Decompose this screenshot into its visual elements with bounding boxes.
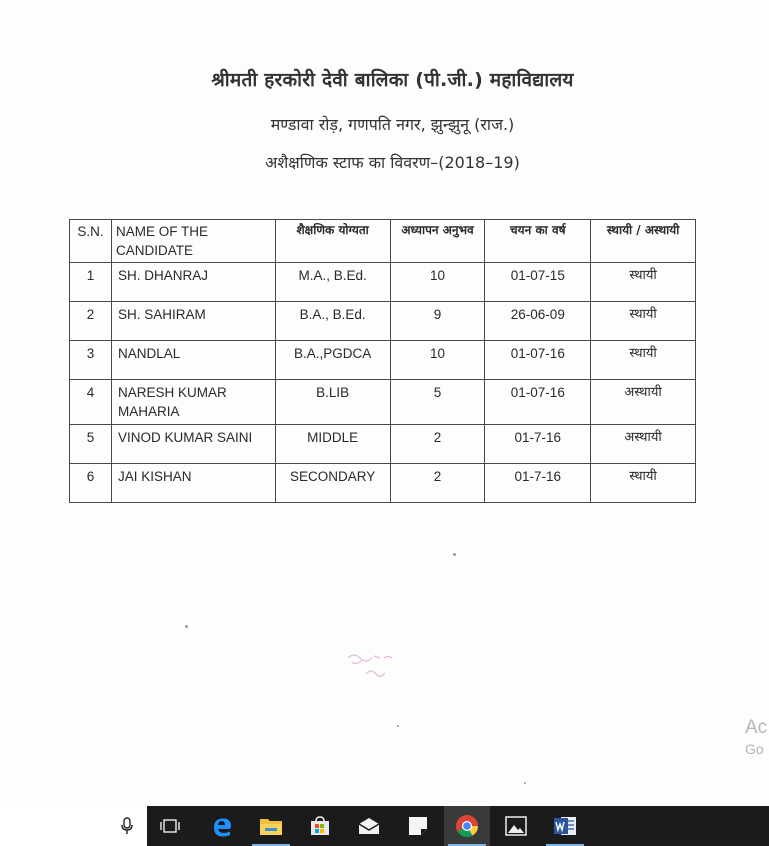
cell-qualification: SECONDARY xyxy=(275,464,390,503)
cell-sn: 1 xyxy=(70,263,112,302)
word-button[interactable] xyxy=(542,806,588,846)
microphone-button[interactable] xyxy=(112,806,142,846)
table-row xyxy=(70,263,696,302)
header-name: NAME OF THE CANDIDATE xyxy=(111,220,275,263)
document-subtitle: अशैक्षणिक स्टाफ का विवरण–(2018–19) xyxy=(265,153,520,172)
faint-stamp-mark xyxy=(344,648,404,685)
watermark-line-2: Go xyxy=(745,741,764,757)
mail-button[interactable] xyxy=(346,806,392,846)
sticky-notes-icon xyxy=(408,816,428,836)
cell-status: अस्थायी xyxy=(591,380,696,425)
scan-speck xyxy=(185,625,188,628)
header-experience: अध्यापन अनुभव xyxy=(390,220,485,263)
task-view-button[interactable] xyxy=(147,806,193,846)
scan-speck xyxy=(524,782,526,784)
chrome-icon xyxy=(455,814,479,838)
cell-selection-year: 01-07-16 xyxy=(485,380,591,425)
file-explorer-button[interactable] xyxy=(248,806,294,846)
chrome-button[interactable] xyxy=(444,806,490,846)
header-qualification: शैक्षणिक योग्यता xyxy=(275,220,390,263)
cell-experience: 10 xyxy=(390,341,485,380)
scan-speck xyxy=(453,553,456,556)
cell-selection-year: 01-7-16 xyxy=(485,425,591,464)
taskbar-apps xyxy=(147,806,769,846)
header-selection-year: चयन का वर्ष xyxy=(485,220,591,263)
cell-status: स्थायी xyxy=(591,464,696,503)
cell-sn: 4 xyxy=(70,380,112,425)
table-row xyxy=(70,464,696,503)
cell-name: SH. SAHIRAM xyxy=(111,302,275,341)
cell-experience: 2 xyxy=(390,425,485,464)
edge-icon xyxy=(210,814,234,838)
header-status: स्थायी / अस्थायी xyxy=(591,220,696,263)
cell-experience: 2 xyxy=(390,464,485,503)
cell-qualification: M.A., B.Ed. xyxy=(275,263,390,302)
cell-experience: 10 xyxy=(390,263,485,302)
store-button[interactable] xyxy=(297,806,343,846)
cell-qualification: MIDDLE xyxy=(275,425,390,464)
table-header-row xyxy=(70,220,696,263)
file-explorer-icon xyxy=(259,816,283,836)
activate-windows-watermark xyxy=(745,717,767,757)
cell-qualification: B.A.,PGDCA xyxy=(275,341,390,380)
cell-qualification: B.LIB xyxy=(275,380,390,425)
cell-status: स्थायी xyxy=(591,302,696,341)
cell-selection-year: 01-07-16 xyxy=(485,341,591,380)
cell-name: NANDLAL xyxy=(111,341,275,380)
college-address: मण्डावा रोड़, गणपति नगर, झुन्झुनू (राज.) xyxy=(270,115,515,134)
cell-selection-year: 01-7-16 xyxy=(485,464,591,503)
stamp-scribble-icon xyxy=(344,648,404,682)
windows-taskbar xyxy=(0,806,769,846)
table-row xyxy=(70,341,696,380)
photos-icon xyxy=(505,816,527,836)
cell-sn: 2 xyxy=(70,302,112,341)
table-row xyxy=(70,302,696,341)
word-icon xyxy=(553,815,577,837)
cell-name: VINOD KUMAR SAINI xyxy=(111,425,275,464)
store-icon xyxy=(309,815,331,837)
cell-status: स्थायी xyxy=(591,341,696,380)
cell-sn: 3 xyxy=(70,341,112,380)
photos-button[interactable] xyxy=(493,806,539,846)
header-sn: S.N. xyxy=(70,220,112,263)
cell-selection-year: 26-06-09 xyxy=(485,302,591,341)
scan-speck xyxy=(397,725,399,727)
watermark-line-1: Ac xyxy=(745,717,768,738)
cell-name: NARESH KUMAR MAHARIA xyxy=(111,380,275,425)
microphone-icon xyxy=(120,817,134,835)
cell-status: स्थायी xyxy=(591,263,696,302)
cell-selection-year: 01-07-15 xyxy=(485,263,591,302)
cell-status: अस्थायी xyxy=(591,425,696,464)
cell-name: JAI KISHAN xyxy=(111,464,275,503)
sticky-notes-button[interactable] xyxy=(395,806,441,846)
cell-sn: 6 xyxy=(70,464,112,503)
cell-qualification: B.A., B.Ed. xyxy=(275,302,390,341)
edge-button[interactable] xyxy=(199,806,245,846)
task-view-icon xyxy=(160,818,180,834)
staff-table xyxy=(69,219,696,503)
cell-experience: 5 xyxy=(390,380,485,425)
table-row xyxy=(70,380,696,425)
cell-sn: 5 xyxy=(70,425,112,464)
cell-name: SH. DHANRAJ xyxy=(111,263,275,302)
college-title: श्रीमती हरकोरी देवी बालिका (पी.जी.) महाविद्यालय xyxy=(211,69,574,91)
mail-icon xyxy=(357,817,381,835)
table-row xyxy=(70,425,696,464)
cell-experience: 9 xyxy=(390,302,485,341)
